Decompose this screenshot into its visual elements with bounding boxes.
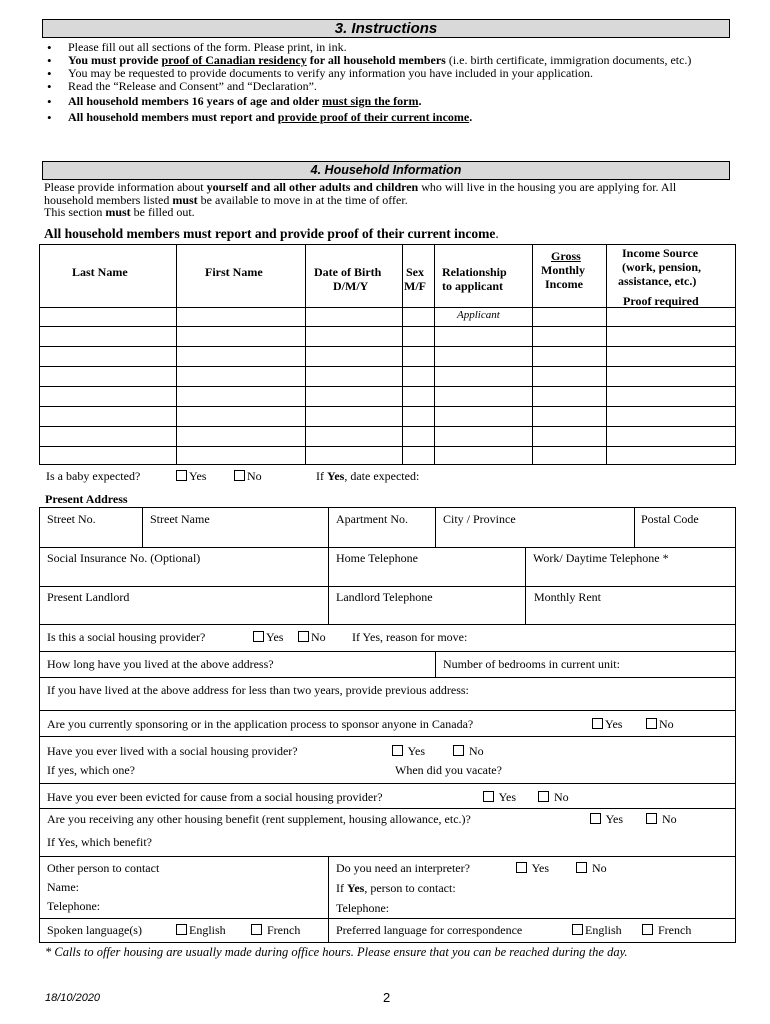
home-telephone-label: Home Telephone bbox=[336, 551, 418, 565]
evicted-question: Have you ever been evicted for cause from a social housing provider? bbox=[47, 790, 383, 804]
checkbox[interactable] bbox=[298, 631, 309, 642]
evicted-yes[interactable]: Yes bbox=[483, 790, 516, 805]
header-income-source: Income Source bbox=[622, 246, 699, 260]
header-gross: Gross bbox=[551, 249, 581, 263]
instruction-item: • Please fill out all sections of the form. Please print, in ink. bbox=[44, 41, 728, 54]
lived-social-no[interactable]: No bbox=[453, 744, 484, 759]
header-dob: Date of Birth bbox=[314, 265, 382, 279]
lived-social-yes[interactable]: Yes bbox=[392, 744, 425, 759]
postal-code-label: Postal Code bbox=[641, 512, 699, 526]
page-number: 2 bbox=[383, 990, 391, 1005]
vacate-label: When did you vacate? bbox=[395, 763, 502, 777]
work-telephone-label: Work/ Daytime Telephone * bbox=[533, 551, 669, 565]
street-name-label: Street Name bbox=[150, 512, 210, 526]
preferred-language-label: Preferred language for correspondence bbox=[336, 923, 523, 937]
checkbox[interactable] bbox=[453, 745, 464, 756]
instruction-item: • All household members 16 years of age and older must sign the form. bbox=[44, 95, 728, 108]
instructions-list bbox=[44, 41, 728, 124]
baby-date-label: If Yes, date expected: bbox=[316, 469, 420, 483]
footer-date: 18/10/2020 bbox=[45, 992, 101, 1004]
header-dob-format: D/M/Y bbox=[333, 279, 369, 293]
checkbox[interactable] bbox=[483, 791, 494, 802]
baby-yes-option[interactable]: Yes bbox=[176, 469, 206, 484]
baby-no-option[interactable]: No bbox=[234, 469, 262, 484]
checkbox[interactable] bbox=[590, 813, 601, 824]
header-monthly: Monthly bbox=[541, 263, 586, 277]
header-income: Income bbox=[545, 277, 583, 291]
benefit-yes[interactable]: Yes bbox=[590, 812, 623, 827]
instruction-item: • Read the “Release and Consent” and “Declaration”. bbox=[44, 80, 728, 93]
checkbox[interactable] bbox=[642, 924, 653, 935]
section-4-title: 4. Household Information bbox=[42, 161, 730, 180]
benefit-question: Are you receiving any other housing benefit (rent supplement, housing allowance, etc.)? bbox=[47, 812, 471, 826]
benefit-no[interactable]: No bbox=[646, 812, 677, 827]
city-province-label: City / Province bbox=[443, 512, 516, 526]
checkbox[interactable] bbox=[516, 862, 527, 873]
reason-for-move-label: If Yes, reason for move: bbox=[352, 630, 468, 644]
checkbox[interactable] bbox=[538, 791, 549, 802]
header-proof-required: Proof required bbox=[623, 294, 699, 308]
other-contact-label: Other person to contact bbox=[47, 861, 160, 875]
sponsoring-yes[interactable]: Yes bbox=[592, 717, 622, 732]
lived-social-question: Have you ever lived with a social housing provider? bbox=[47, 744, 298, 758]
header-income-source-3: assistance, etc.) bbox=[618, 274, 697, 288]
which-benefit-label: If Yes, which benefit? bbox=[47, 835, 152, 849]
header-sex-format: M/F bbox=[404, 279, 426, 293]
street-no-label: Street No. bbox=[47, 512, 96, 526]
checkbox[interactable] bbox=[646, 813, 657, 824]
checkbox[interactable] bbox=[176, 924, 187, 935]
header-last-name: Last Name bbox=[72, 265, 128, 279]
interpreter-contact-label: If Yes, person to contact: bbox=[336, 881, 456, 895]
spoken-english[interactable]: English bbox=[176, 923, 226, 938]
header-income-source-2: (work, pension, bbox=[622, 260, 702, 274]
sponsoring-no[interactable]: No bbox=[646, 717, 674, 732]
which-one-label: If yes, which one? bbox=[47, 763, 135, 777]
checkbox[interactable] bbox=[392, 745, 403, 756]
sin-label: Social Insurance No. (Optional) bbox=[47, 551, 201, 565]
instruction-item: • All household members must report and provide proof of their current income. bbox=[44, 111, 728, 124]
contact-telephone-label: Telephone: bbox=[47, 899, 101, 913]
present-landlord-label: Present Landlord bbox=[47, 590, 130, 604]
interpreter-yes[interactable]: Yes bbox=[516, 861, 549, 876]
section-3-title: 3. Instructions bbox=[42, 19, 730, 38]
instruction-item: • You must provide proof of Canadian residency for all household members (i.e. birth certificate, immigration documents, etc.) bbox=[44, 54, 728, 67]
checkbox[interactable] bbox=[576, 862, 587, 873]
preferred-english[interactable]: English bbox=[572, 923, 622, 938]
checkbox[interactable] bbox=[234, 470, 245, 481]
how-long-label: How long have you lived at the above address? bbox=[47, 657, 274, 671]
previous-address-label: If you have lived at the above address for less than two years, provide previous address: bbox=[47, 683, 469, 697]
bedrooms-label: Number of bedrooms in current unit: bbox=[443, 657, 620, 671]
checkbox[interactable] bbox=[176, 470, 187, 481]
footnote: * Calls to offer housing are usually made during office hours. Please ensure that you can be reached during the day. bbox=[45, 945, 628, 959]
evicted-no[interactable]: No bbox=[538, 790, 569, 805]
social-provider-yes[interactable]: Yes bbox=[253, 630, 283, 645]
spoken-french[interactable]: French bbox=[251, 923, 300, 938]
income-report-line: All household members must report and provide proof of their current income. bbox=[44, 226, 499, 241]
interpreter-telephone-label: Telephone: bbox=[336, 901, 390, 915]
present-address-heading: Present Address bbox=[45, 492, 128, 506]
social-provider-question: Is this a social housing provider? bbox=[47, 630, 206, 644]
contact-name-label: Name: bbox=[47, 880, 79, 894]
header-relationship-2: to applicant bbox=[442, 279, 504, 293]
header-first-name: First Name bbox=[205, 265, 263, 279]
spoken-language-label: Spoken language(s) bbox=[47, 923, 142, 937]
interpreter-no[interactable]: No bbox=[576, 861, 607, 876]
checkbox[interactable] bbox=[572, 924, 583, 935]
instruction-item: • You may be requested to provide documents to verify any information you have included in your application. bbox=[44, 67, 728, 80]
header-relationship: Relationship bbox=[442, 265, 507, 279]
preferred-french[interactable]: French bbox=[642, 923, 691, 938]
monthly-rent-label: Monthly Rent bbox=[534, 590, 602, 604]
apartment-label: Apartment No. bbox=[336, 512, 408, 526]
section-4-intro: Please provide information about yourself and all other adults and children who will live in the housing you are applying for. All household members listed must be available to move in at the time of offer. This section must be filled out. bbox=[44, 180, 677, 219]
interpreter-question: Do you need an interpreter? bbox=[336, 861, 470, 875]
applicant-label: Applicant bbox=[457, 309, 500, 321]
checkbox[interactable] bbox=[592, 718, 603, 729]
sponsoring-question: Are you currently sponsoring or in the application process to sponsor anyone in Canada? bbox=[47, 717, 474, 731]
social-provider-no[interactable]: No bbox=[298, 630, 326, 645]
checkbox[interactable] bbox=[253, 631, 264, 642]
landlord-telephone-label: Landlord Telephone bbox=[336, 590, 433, 604]
baby-question: Is a baby expected? bbox=[46, 469, 141, 483]
header-sex: Sex bbox=[406, 265, 424, 279]
checkbox[interactable] bbox=[646, 718, 657, 729]
checkbox[interactable] bbox=[251, 924, 262, 935]
